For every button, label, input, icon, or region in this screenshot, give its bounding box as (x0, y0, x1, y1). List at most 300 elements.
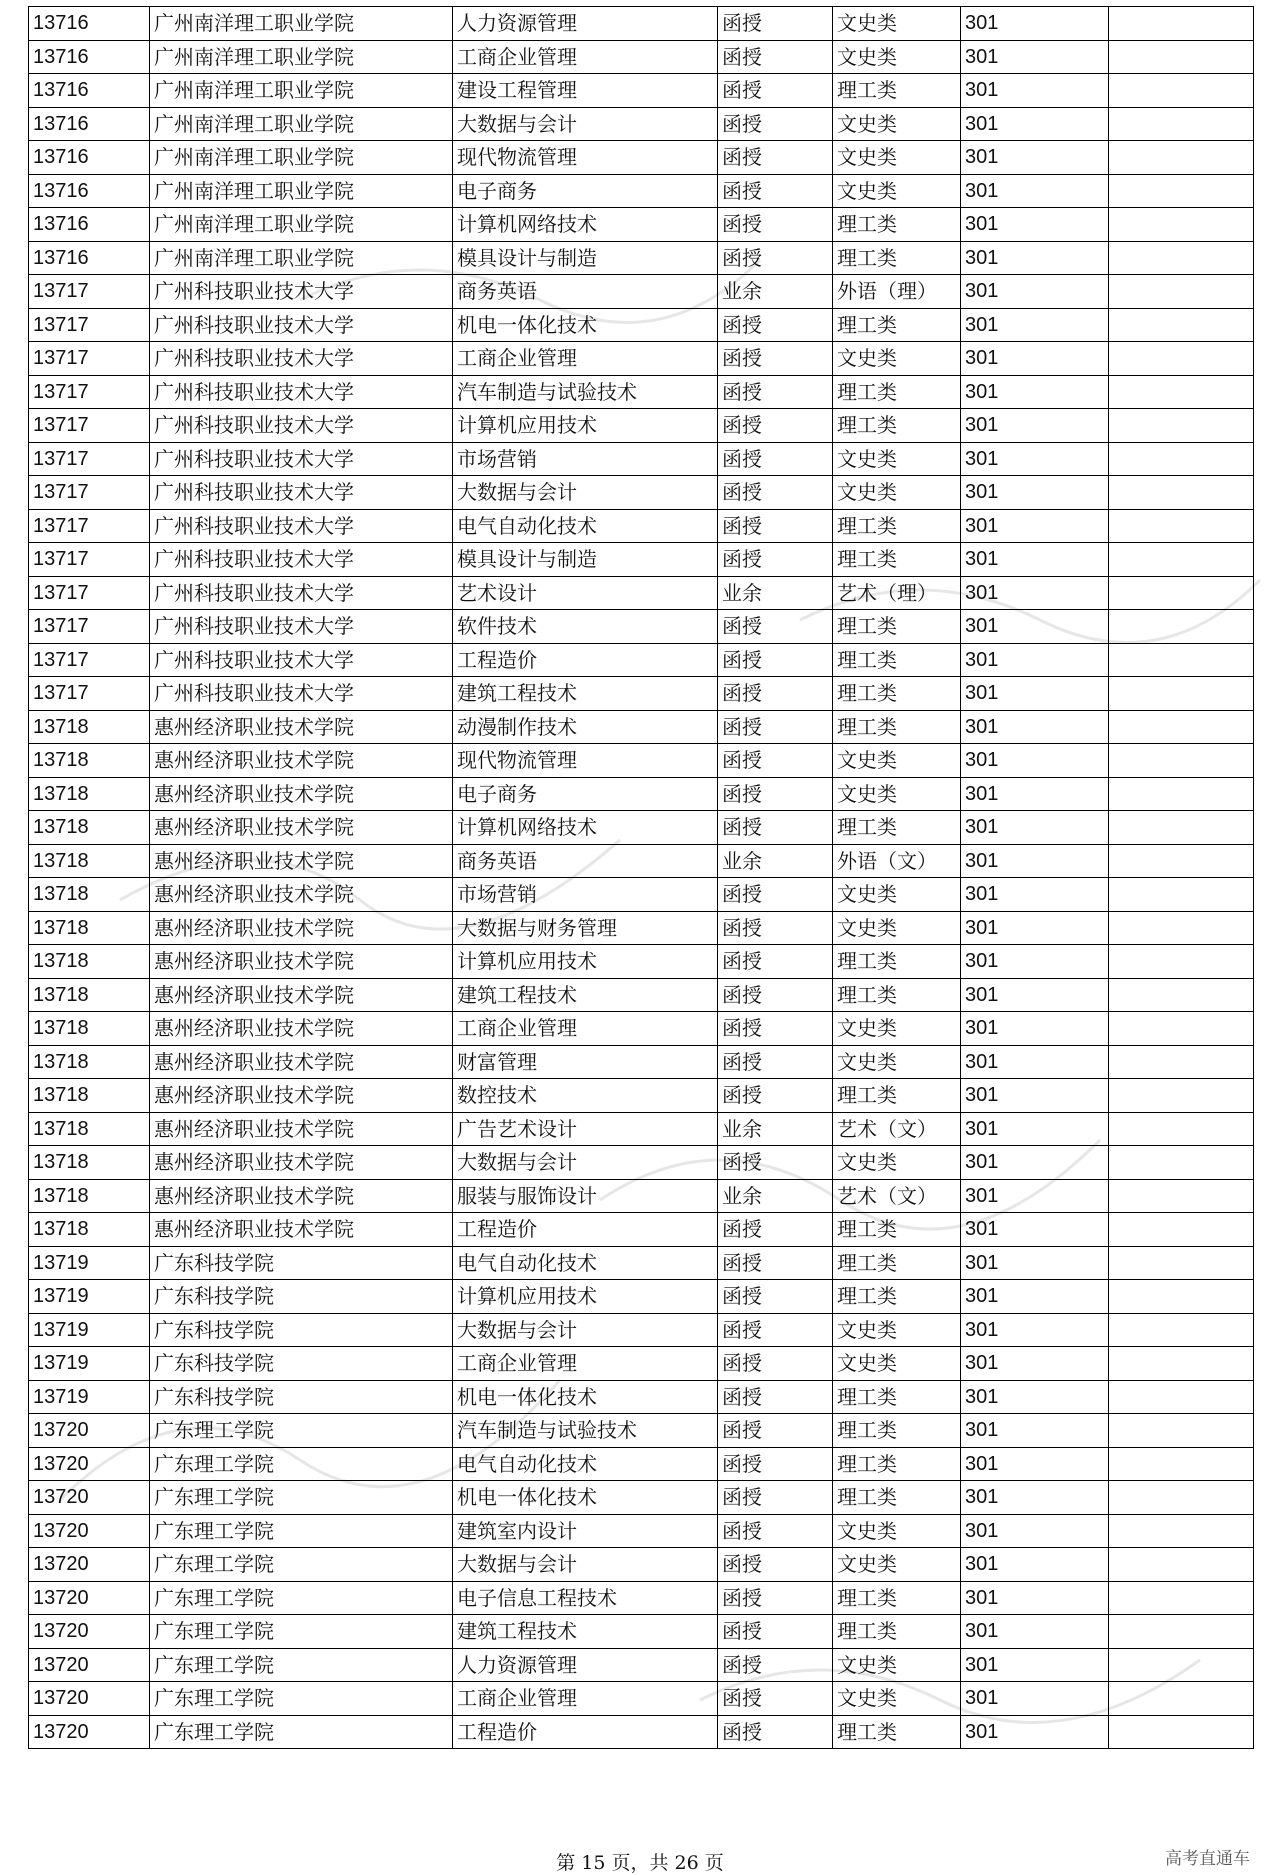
school-cell: 广东科技学院 (150, 1246, 453, 1280)
mode-cell: 函授 (718, 509, 833, 543)
major-cell: 服装与服饰设计 (453, 1179, 718, 1213)
table-row (29, 509, 1254, 543)
notes-cell (1109, 7, 1254, 41)
notes-cell (1109, 610, 1254, 644)
table-row (29, 1380, 1254, 1414)
category-cell: 理工类 (833, 1213, 961, 1247)
code-cell: 13720 (29, 1615, 150, 1649)
table-row (29, 1615, 1254, 1649)
school-cell: 广东理工学院 (150, 1682, 453, 1716)
mode-cell: 函授 (718, 208, 833, 242)
mode-cell: 函授 (718, 911, 833, 945)
category-cell: 文史类 (833, 1313, 961, 1347)
notes-cell (1109, 1012, 1254, 1046)
category-cell: 文史类 (833, 1648, 961, 1682)
category-cell: 文史类 (833, 878, 961, 912)
school-cell: 惠州经济职业技术学院 (150, 1079, 453, 1113)
mode-cell: 函授 (718, 945, 833, 979)
table-row (29, 1548, 1254, 1582)
score-cell: 301 (961, 1213, 1109, 1247)
category-cell: 文史类 (833, 107, 961, 141)
table-row (29, 275, 1254, 309)
school-cell: 广州科技职业技术大学 (150, 275, 453, 309)
table-row (29, 878, 1254, 912)
score-cell: 301 (961, 1146, 1109, 1180)
mode-cell: 函授 (718, 1246, 833, 1280)
major-cell: 建筑工程技术 (453, 677, 718, 711)
table-row (29, 1682, 1254, 1716)
mode-cell: 函授 (718, 409, 833, 443)
code-cell: 13718 (29, 945, 150, 979)
score-cell: 301 (961, 1079, 1109, 1113)
table-row (29, 409, 1254, 443)
code-cell: 13720 (29, 1414, 150, 1448)
category-cell: 理工类 (833, 1280, 961, 1314)
score-cell: 301 (961, 442, 1109, 476)
table-row (29, 1447, 1254, 1481)
score-cell: 301 (961, 576, 1109, 610)
mode-cell: 函授 (718, 1012, 833, 1046)
major-cell: 工程造价 (453, 1715, 718, 1749)
notes-cell (1109, 677, 1254, 711)
notes-cell (1109, 978, 1254, 1012)
table-row (29, 744, 1254, 778)
category-cell: 文史类 (833, 442, 961, 476)
table-row (29, 141, 1254, 175)
table-row (29, 777, 1254, 811)
school-cell: 惠州经济职业技术学院 (150, 878, 453, 912)
table-row (29, 7, 1254, 41)
major-cell: 工程造价 (453, 1213, 718, 1247)
code-cell: 13720 (29, 1481, 150, 1515)
mode-cell: 函授 (718, 1715, 833, 1749)
table-row (29, 710, 1254, 744)
mode-cell: 函授 (718, 1213, 833, 1247)
score-cell: 301 (961, 1414, 1109, 1448)
school-cell: 广州科技职业技术大学 (150, 643, 453, 677)
major-cell: 数控技术 (453, 1079, 718, 1113)
school-cell: 广州科技职业技术大学 (150, 308, 453, 342)
category-cell: 理工类 (833, 1246, 961, 1280)
major-cell: 机电一体化技术 (453, 308, 718, 342)
major-cell: 工商企业管理 (453, 1682, 718, 1716)
major-cell: 电气自动化技术 (453, 509, 718, 543)
page-current: 15 (581, 1852, 606, 1874)
score-cell: 301 (961, 777, 1109, 811)
major-cell: 大数据与会计 (453, 1146, 718, 1180)
category-cell: 理工类 (833, 710, 961, 744)
mode-cell: 函授 (718, 7, 833, 41)
notes-cell (1109, 878, 1254, 912)
score-cell: 301 (961, 978, 1109, 1012)
school-cell: 广州南洋理工职业学院 (150, 241, 453, 275)
school-cell: 广州科技职业技术大学 (150, 476, 453, 510)
school-cell: 惠州经济职业技术学院 (150, 1146, 453, 1180)
code-cell: 13719 (29, 1246, 150, 1280)
school-cell: 广东理工学院 (150, 1481, 453, 1515)
score-cell: 301 (961, 74, 1109, 108)
category-cell: 理工类 (833, 74, 961, 108)
table-row (29, 1414, 1254, 1448)
category-cell: 艺术（文） (833, 1179, 961, 1213)
score-cell: 301 (961, 1682, 1109, 1716)
mode-cell: 业余 (718, 576, 833, 610)
code-cell: 13718 (29, 1213, 150, 1247)
mode-cell: 函授 (718, 777, 833, 811)
school-cell: 广州南洋理工职业学院 (150, 40, 453, 74)
code-cell: 13718 (29, 811, 150, 845)
notes-cell (1109, 1112, 1254, 1146)
major-cell: 计算机网络技术 (453, 208, 718, 242)
mode-cell: 函授 (718, 1682, 833, 1716)
major-cell: 艺术设计 (453, 576, 718, 610)
score-cell: 301 (961, 610, 1109, 644)
code-cell: 13716 (29, 141, 150, 175)
major-cell: 工商企业管理 (453, 1347, 718, 1381)
notes-cell (1109, 1146, 1254, 1180)
footer-brand: 高考直通车 (1165, 1849, 1250, 1869)
notes-cell (1109, 107, 1254, 141)
major-cell: 计算机应用技术 (453, 1280, 718, 1314)
major-cell: 现代物流管理 (453, 141, 718, 175)
school-cell: 广东科技学院 (150, 1313, 453, 1347)
school-cell: 广州科技职业技术大学 (150, 610, 453, 644)
page-suffix: 页 (704, 1852, 724, 1874)
major-cell: 计算机网络技术 (453, 811, 718, 845)
category-cell: 文史类 (833, 476, 961, 510)
code-cell: 13718 (29, 1146, 150, 1180)
score-cell: 301 (961, 208, 1109, 242)
code-cell: 13717 (29, 442, 150, 476)
notes-cell (1109, 911, 1254, 945)
mode-cell: 函授 (718, 476, 833, 510)
code-cell: 13716 (29, 74, 150, 108)
major-cell: 计算机应用技术 (453, 945, 718, 979)
category-cell: 文史类 (833, 1682, 961, 1716)
table-row (29, 1079, 1254, 1113)
code-cell: 13720 (29, 1682, 150, 1716)
notes-cell (1109, 509, 1254, 543)
page-middle: 页，共 (611, 1852, 669, 1874)
school-cell: 惠州经济职业技术学院 (150, 978, 453, 1012)
notes-cell (1109, 1280, 1254, 1314)
code-cell: 13718 (29, 1179, 150, 1213)
mode-cell: 函授 (718, 74, 833, 108)
school-cell: 广州南洋理工职业学院 (150, 107, 453, 141)
score-cell: 301 (961, 1045, 1109, 1079)
major-cell: 大数据与财务管理 (453, 911, 718, 945)
notes-cell (1109, 1347, 1254, 1381)
score-cell: 301 (961, 1648, 1109, 1682)
school-cell: 广州南洋理工职业学院 (150, 174, 453, 208)
major-cell: 机电一体化技术 (453, 1380, 718, 1414)
notes-cell (1109, 241, 1254, 275)
category-cell: 外语（文） (833, 844, 961, 878)
major-cell: 市场营销 (453, 878, 718, 912)
notes-cell (1109, 208, 1254, 242)
mode-cell: 函授 (718, 40, 833, 74)
mode-cell: 函授 (718, 1347, 833, 1381)
category-cell: 理工类 (833, 1615, 961, 1649)
notes-cell (1109, 1246, 1254, 1280)
notes-cell (1109, 1313, 1254, 1347)
table-row (29, 1179, 1254, 1213)
category-cell: 理工类 (833, 241, 961, 275)
notes-cell (1109, 1414, 1254, 1448)
school-cell: 广东理工学院 (150, 1514, 453, 1548)
school-cell: 广东理工学院 (150, 1414, 453, 1448)
school-cell: 广东理工学院 (150, 1548, 453, 1582)
table-row (29, 308, 1254, 342)
major-cell: 商务英语 (453, 275, 718, 309)
major-cell: 电子信息工程技术 (453, 1581, 718, 1615)
major-cell: 机电一体化技术 (453, 1481, 718, 1515)
notes-cell (1109, 1581, 1254, 1615)
major-cell: 人力资源管理 (453, 1648, 718, 1682)
table-row (29, 442, 1254, 476)
major-cell: 市场营销 (453, 442, 718, 476)
table-row (29, 945, 1254, 979)
score-cell: 301 (961, 744, 1109, 778)
category-cell: 艺术（理） (833, 576, 961, 610)
mode-cell: 函授 (718, 342, 833, 376)
school-cell: 广州科技职业技术大学 (150, 509, 453, 543)
mode-cell: 函授 (718, 710, 833, 744)
major-cell: 建筑工程技术 (453, 978, 718, 1012)
mode-cell: 函授 (718, 1548, 833, 1582)
code-cell: 13716 (29, 7, 150, 41)
notes-cell (1109, 1548, 1254, 1582)
score-cell: 301 (961, 241, 1109, 275)
category-cell: 文史类 (833, 174, 961, 208)
mode-cell: 函授 (718, 241, 833, 275)
notes-cell (1109, 1213, 1254, 1247)
score-cell: 301 (961, 1280, 1109, 1314)
table-row (29, 40, 1254, 74)
code-cell: 13717 (29, 677, 150, 711)
school-cell: 惠州经济职业技术学院 (150, 744, 453, 778)
code-cell: 13718 (29, 1112, 150, 1146)
code-cell: 13720 (29, 1581, 150, 1615)
mode-cell: 函授 (718, 442, 833, 476)
school-cell: 广州科技职业技术大学 (150, 342, 453, 376)
score-cell: 301 (961, 1179, 1109, 1213)
mode-cell: 函授 (718, 1414, 833, 1448)
major-cell: 大数据与会计 (453, 107, 718, 141)
score-cell: 301 (961, 878, 1109, 912)
code-cell: 13717 (29, 509, 150, 543)
table-row (29, 74, 1254, 108)
mode-cell: 函授 (718, 1079, 833, 1113)
mode-cell: 函授 (718, 811, 833, 845)
mode-cell: 函授 (718, 1615, 833, 1649)
notes-cell (1109, 811, 1254, 845)
category-cell: 理工类 (833, 409, 961, 443)
category-cell: 文史类 (833, 1548, 961, 1582)
code-cell: 13718 (29, 777, 150, 811)
category-cell: 理工类 (833, 677, 961, 711)
school-cell: 广州科技职业技术大学 (150, 576, 453, 610)
notes-cell (1109, 442, 1254, 476)
mode-cell: 函授 (718, 1648, 833, 1682)
category-cell: 理工类 (833, 1380, 961, 1414)
notes-cell (1109, 409, 1254, 443)
major-cell: 财富管理 (453, 1045, 718, 1079)
code-cell: 13720 (29, 1514, 150, 1548)
table-row (29, 1280, 1254, 1314)
category-cell: 理工类 (833, 1447, 961, 1481)
score-cell: 301 (961, 677, 1109, 711)
table-row (29, 241, 1254, 275)
notes-cell (1109, 1514, 1254, 1548)
mode-cell: 函授 (718, 375, 833, 409)
notes-cell (1109, 40, 1254, 74)
table-row (29, 174, 1254, 208)
category-cell: 文史类 (833, 744, 961, 778)
score-cell: 301 (961, 275, 1109, 309)
notes-cell (1109, 744, 1254, 778)
score-cell: 301 (961, 409, 1109, 443)
code-cell: 13717 (29, 308, 150, 342)
score-cell: 301 (961, 1514, 1109, 1548)
school-cell: 惠州经济职业技术学院 (150, 777, 453, 811)
score-cell: 301 (961, 1581, 1109, 1615)
code-cell: 13718 (29, 844, 150, 878)
school-cell: 惠州经济职业技术学院 (150, 1179, 453, 1213)
table-row (29, 643, 1254, 677)
page-prefix: 第 (556, 1852, 576, 1874)
code-cell: 13717 (29, 409, 150, 443)
major-cell: 模具设计与制造 (453, 241, 718, 275)
code-cell: 13716 (29, 107, 150, 141)
mode-cell: 函授 (718, 1045, 833, 1079)
category-cell: 外语（理） (833, 275, 961, 309)
code-cell: 13719 (29, 1347, 150, 1381)
notes-cell (1109, 1179, 1254, 1213)
major-cell: 建设工程管理 (453, 74, 718, 108)
score-cell: 301 (961, 1347, 1109, 1381)
admissions-table-container (28, 6, 1242, 1749)
table-row (29, 1146, 1254, 1180)
category-cell: 文史类 (833, 7, 961, 41)
mode-cell: 函授 (718, 1514, 833, 1548)
mode-cell: 函授 (718, 878, 833, 912)
category-cell: 理工类 (833, 1414, 961, 1448)
mode-cell: 业余 (718, 275, 833, 309)
major-cell: 建筑室内设计 (453, 1514, 718, 1548)
code-cell: 13717 (29, 275, 150, 309)
category-cell: 理工类 (833, 1581, 961, 1615)
score-cell: 301 (961, 945, 1109, 979)
score-cell: 301 (961, 1380, 1109, 1414)
table-row (29, 208, 1254, 242)
school-cell: 广州南洋理工职业学院 (150, 208, 453, 242)
code-cell: 13720 (29, 1447, 150, 1481)
category-cell: 理工类 (833, 509, 961, 543)
major-cell: 计算机应用技术 (453, 409, 718, 443)
table-row (29, 1313, 1254, 1347)
code-cell: 13718 (29, 1012, 150, 1046)
code-cell: 13717 (29, 610, 150, 644)
school-cell: 广东理工学院 (150, 1648, 453, 1682)
school-cell: 惠州经济职业技术学院 (150, 911, 453, 945)
school-cell: 广东理工学院 (150, 1615, 453, 1649)
code-cell: 13719 (29, 1313, 150, 1347)
school-cell: 惠州经济职业技术学院 (150, 1213, 453, 1247)
mode-cell: 函授 (718, 610, 833, 644)
major-cell: 工商企业管理 (453, 1012, 718, 1046)
major-cell: 大数据与会计 (453, 1313, 718, 1347)
table-row (29, 342, 1254, 376)
notes-cell (1109, 543, 1254, 577)
code-cell: 13717 (29, 643, 150, 677)
school-cell: 惠州经济职业技术学院 (150, 1112, 453, 1146)
mode-cell: 函授 (718, 643, 833, 677)
table-row (29, 1648, 1254, 1682)
major-cell: 人力资源管理 (453, 7, 718, 41)
major-cell: 软件技术 (453, 610, 718, 644)
school-cell: 广东理工学院 (150, 1581, 453, 1615)
mode-cell: 函授 (718, 308, 833, 342)
admissions-table (28, 6, 1254, 1749)
notes-cell (1109, 945, 1254, 979)
table-row (29, 1347, 1254, 1381)
score-cell: 301 (961, 107, 1109, 141)
score-cell: 301 (961, 342, 1109, 376)
score-cell: 301 (961, 543, 1109, 577)
notes-cell (1109, 1682, 1254, 1716)
major-cell: 商务英语 (453, 844, 718, 878)
category-cell: 理工类 (833, 978, 961, 1012)
table-row (29, 1213, 1254, 1247)
category-cell: 文史类 (833, 777, 961, 811)
table-row (29, 811, 1254, 845)
table-row (29, 1581, 1254, 1615)
table-row (29, 107, 1254, 141)
mode-cell: 业余 (718, 844, 833, 878)
notes-cell (1109, 1045, 1254, 1079)
notes-cell (1109, 1481, 1254, 1515)
school-cell: 惠州经济职业技术学院 (150, 1045, 453, 1079)
school-cell: 广州科技职业技术大学 (150, 543, 453, 577)
table-row (29, 1012, 1254, 1046)
notes-cell (1109, 476, 1254, 510)
notes-cell (1109, 1715, 1254, 1749)
score-cell: 301 (961, 811, 1109, 845)
score-cell: 301 (961, 375, 1109, 409)
major-cell: 建筑工程技术 (453, 1615, 718, 1649)
mode-cell: 函授 (718, 677, 833, 711)
category-cell: 理工类 (833, 208, 961, 242)
table-row (29, 1715, 1254, 1749)
code-cell: 13718 (29, 911, 150, 945)
score-cell: 301 (961, 308, 1109, 342)
school-cell: 广州南洋理工职业学院 (150, 74, 453, 108)
code-cell: 13718 (29, 710, 150, 744)
notes-cell (1109, 1615, 1254, 1649)
category-cell: 理工类 (833, 375, 961, 409)
notes-cell (1109, 777, 1254, 811)
table-row (29, 610, 1254, 644)
major-cell: 电气自动化技术 (453, 1246, 718, 1280)
category-cell: 文史类 (833, 141, 961, 175)
category-cell: 理工类 (833, 610, 961, 644)
notes-cell (1109, 342, 1254, 376)
score-cell: 301 (961, 1615, 1109, 1649)
mode-cell: 函授 (718, 1380, 833, 1414)
score-cell: 301 (961, 509, 1109, 543)
school-cell: 广东科技学院 (150, 1380, 453, 1414)
